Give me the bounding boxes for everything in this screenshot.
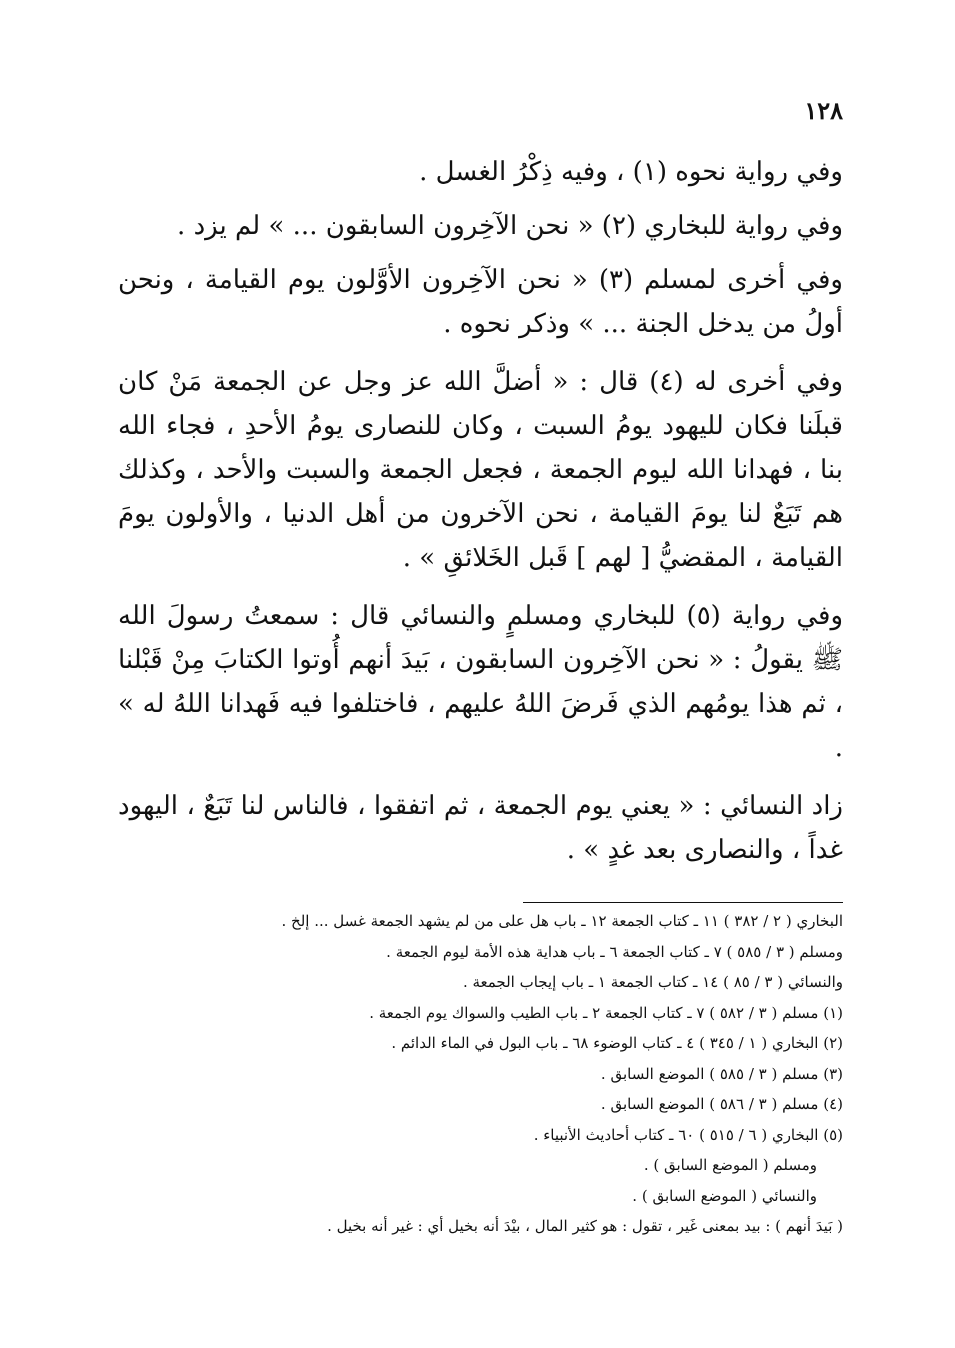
footnote-line: (١) مسلم ( ٣ / ٥٨٢ ) ٧ ـ كتاب الجمعة ٢ ـ باب الطيب والسواك يوم الجمعة .: [369, 1003, 843, 1022]
paragraph-4: وفي أخرى له (٤) قال : « أضلَّ الله عز وجل عن الجمعة مَنْ كان قبلَنا فكان لليهود يومُ السبت ، وكان للنصارى يومُ الأحدِ ، فجاء الله بنا ، فهدانا الله ليوم الجمعة ، فجعل الجمعة والسبت والأحد ، وكذلك هم تَبَعٌ لنا يومَ القيامة ، نحن الآخرون من أهل الدنيا ، والأولون يومَ القيامة ، المقضيُّ [ لهم ] قَبل الخَلائقِ » .: [118, 367, 844, 573]
footnote-line: البخاري ( ٢ / ٣٨٢ ) ١١ ـ كتاب الجمعة ١٢ ـ باب هل على من لم يشهد الجمعة غسل ... إلخ .: [281, 912, 843, 930]
footnote-line: ( بَيدَ أنهم ) : بيد بمعنى غَير ، تقول : هو كثير المال ، بيْدَ أنه بخيل أي : غير أنه بخيل .: [327, 1217, 843, 1235]
footnote-line: والنسائي ( الموضع السابق ) .: [632, 1186, 817, 1205]
paragraph-1: وفي رواية نحوه (١) ، وفيه ذِكْرُ الغسل .: [419, 157, 843, 187]
paragraph-5: وفي رواية (٥) للبخاري ومسلمٍ والنسائي قال : سمعتُ رسولَ الله ﷺ يقولُ : « نحن الآخِرون السابقون ، بَيدَ أنهم أُوتوا الكتابَ مِنْ قَبْلنا ، ثم هذا يومُهم الذي فَرضَ اللهُ عليهم ، فاختلفوا فيه فَهدانا اللهُ له » .: [118, 601, 844, 763]
page-number: ١٢٨: [804, 96, 843, 125]
paragraph-2: وفي رواية للبخاري (٢) « نحن الآخِرون السابقون ... » لم يزد .: [177, 211, 843, 241]
paragraph-3: وفي أخرى لمسلم (٣) « نحن الآخِرون الأوَّلون يوم القيامة ، ونحن أولُ من يدخل الجنة ... » وذكر نحوه .: [118, 265, 843, 339]
footnote-divider: [523, 902, 843, 903]
footnote-line: (٢) البخاري ( ١ / ٣٤٥ ) ٤ ـ كتاب الوضوء ٦٨ ـ باب البول في الماء الدائم .: [391, 1034, 843, 1052]
footnote-line: والنسائي ( ٣ / ٨٥ ) ١٤ ـ كتاب الجمعة ١ ـ باب إيجاب الجمعة .: [462, 973, 843, 991]
footnotes: [143, 906, 843, 1242]
paragraph-6: زاد النسائي : « يعني يوم الجمعة ، ثم اتفقوا ، فالناس لنا تَبَعٌ ، اليهود غداً ، والنصارى بعد غدٍ » .: [118, 791, 843, 865]
footnote-line: ومسلم ( الموضع السابق ) .: [643, 1156, 817, 1174]
footnote-line: ومسلم ( ٣ / ٥٨٥ ) ٧ ـ كتاب الجمعة ٦ ـ باب هداية هذه الأمة ليوم الجمعة .: [386, 942, 843, 961]
footnote-line: (٣) مسلم ( ٣ / ٥٨٥ ) الموضع السابق .: [600, 1064, 843, 1083]
footnote-line: (٥) البخاري ( ٦ / ٥١٥ ) ٦٠ ـ كتاب أحاديث الأنبياء .: [533, 1125, 843, 1144]
main-text: [118, 150, 843, 886]
footnote-line: (٤) مسلم ( ٣ / ٥٨٦ ) الموضع السابق .: [600, 1095, 843, 1113]
